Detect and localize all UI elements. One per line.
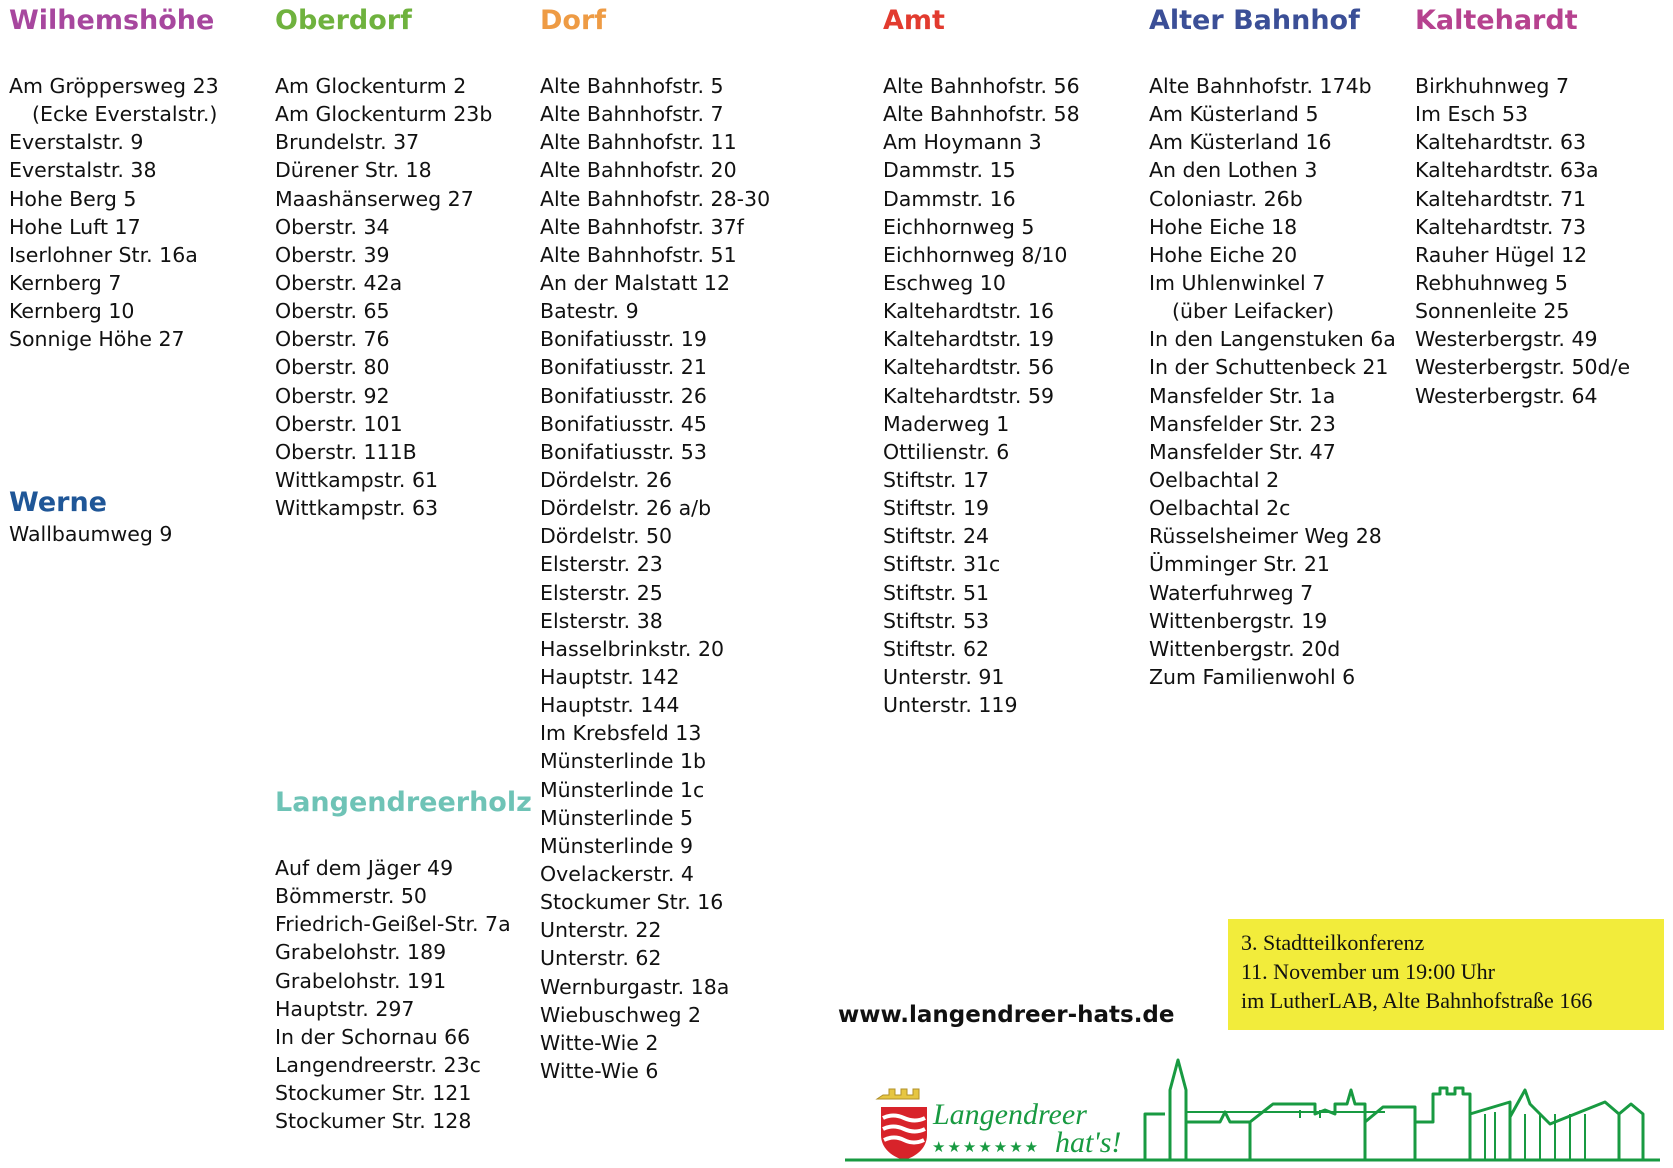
address-item: Oberstr. 39 [275,242,390,267]
website-url[interactable]: www.langendreer-hats.de [838,1002,1175,1028]
address-item: Stockumer Str. 121 [275,1081,472,1106]
address-item: Ovelackerstr. 4 [540,861,694,886]
address-item: In der Schornau 66 [275,1024,471,1049]
address-item: Kernberg 7 [9,270,122,295]
address-item: Stiftstr. 31c [883,552,1001,577]
address-item: Alte Bahnhofstr. 37f [540,214,744,239]
address-item: Oberstr. 42a [275,270,403,295]
address-item: Alte Bahnhofstr. 28-30 [540,186,771,211]
address-item: Bonifatiusstr. 21 [540,355,707,380]
address-item: Dördelstr. 26 a/b [540,496,712,521]
address-item: Bonifatiusstr. 26 [540,383,707,408]
address-item: Ottilienstr. 6 [883,439,1010,464]
address-item: Am Hoymann 3 [883,130,1042,155]
address-item: Mansfelder Str. 23 [1149,411,1336,436]
address-item: Zum Familienwohl 6 [1149,664,1356,689]
address-item: Kaltehardtstr. 73 [1415,214,1587,239]
address-item: Kaltehardtstr. 19 [883,327,1055,352]
district-oberdorf [275,4,492,522]
address-list [540,72,770,1085]
address-item: Waterfuhrweg 7 [1149,580,1314,605]
address-item: Westerbergstr. 50d/e [1415,355,1631,380]
address-item: Wittenbergstr. 20d [1149,636,1341,661]
address-item: Oelbachtal 2c [1149,496,1291,521]
address-item: Oberstr. 80 [275,355,390,380]
address-item: Bömmerstr. 50 [275,884,427,909]
address-item: Grabelohstr. 191 [275,968,447,993]
address-item: Hohe Eiche 20 [1149,242,1298,267]
address-item: Kaltehardtstr. 16 [883,299,1055,324]
district-alter-bahnhof [1149,4,1396,691]
district-title: Werne [9,487,107,518]
address-item: Witte-Wie 6 [540,1058,659,1083]
address-item: Am Glockenturm 23b [275,102,493,127]
address-item: Sonnige Höhe 27 [9,327,185,352]
address-item: Hauptstr. 142 [540,664,680,689]
address-list [883,72,1080,719]
address-item: Stiftstr. 19 [883,496,990,521]
address-item: Iserlohner Str. 16a [9,242,198,267]
address-item: Am Küsterland 5 [1149,102,1319,127]
address-item: Wernburgastr. 18a [540,974,730,999]
address-item: Bonifatiusstr. 53 [540,439,707,464]
address-item: Wiebuschweg 2 [540,1002,702,1027]
event-title: 3. Stadtteilkonferenz [1241,930,1425,955]
address-item: Stiftstr. 17 [883,467,990,492]
address-item: Alte Bahnhofstr. 5 [540,74,724,98]
address-item: Kaltehardtstr. 59 [883,383,1055,408]
address-item: Kaltehardtstr. 63a [1415,158,1599,183]
event-location: im LutherLAB, Alte Bahnhofstraße 166 [1241,988,1593,1013]
district-langendreerholz [275,786,532,1135]
address-list [1149,72,1396,691]
address-item: Alte Bahnhofstr. 174b [1149,74,1372,98]
address-item: Im Uhlenwinkel 7 [1149,270,1326,295]
address-item: Langendreerstr. 23c [275,1052,481,1077]
address-item: Oberstr. 65 [275,299,390,324]
address-item: Dördelstr. 50 [540,524,673,549]
address-item: Friedrich-Geißel-Str. 7a [275,912,511,937]
address-item: Oelbachtal 2 [1149,467,1280,492]
district-title: Alter Bahnhof [1149,5,1360,36]
address-item: An den Lothen 3 [1149,158,1318,183]
address-item: Mansfelder Str. 1a [1149,383,1336,408]
address-item: Alte Bahnhofstr. 56 [883,74,1080,98]
district-title: Dorf [540,5,607,36]
address-item: Stiftstr. 53 [883,608,990,633]
address-item: Batestr. 9 [540,299,639,324]
address-item: Oberstr. 34 [275,214,390,239]
address-item: Münsterlinde 5 [540,805,693,830]
address-item: Elsterstr. 25 [540,580,663,605]
district-dorf [540,4,770,1085]
address-item: Alte Bahnhofstr. 51 [540,242,737,267]
address-item: Münsterlinde 9 [540,833,693,858]
address-item: Münsterlinde 1b [540,749,707,774]
address-item: Stiftstr. 62 [883,636,990,661]
district-title: Oberdorf [275,5,412,36]
address-item: Am Gröppersweg 23 [9,74,219,98]
district-title: Langendreerholz [275,787,532,818]
address-item: Alte Bahnhofstr. 58 [883,102,1080,127]
address-item: Everstalstr. 38 [9,158,157,183]
address-item: Kaltehardtstr. 71 [1415,186,1587,211]
address-item: Elsterstr. 23 [540,552,663,577]
address-item: Hohe Eiche 18 [1149,214,1298,239]
address-item: Birkhuhnweg 7 [1415,74,1569,98]
address-item: (über Leifacker) [1172,299,1335,324]
address-list [275,72,492,522]
address-item: Oberstr. 101 [275,411,403,436]
address-item: In den Langenstuken 6a [1149,327,1396,352]
address-item: Wittkampstr. 63 [275,496,439,521]
address-item: Brundelstr. 37 [275,130,420,155]
address-list [275,854,532,1135]
address-item: Eschweg 10 [883,270,1006,295]
address-item: Hauptstr. 144 [540,693,680,718]
address-item: Eichhornweg 8/10 [883,242,1068,267]
district-werne [9,486,172,548]
address-item: Wittkampstr. 61 [275,467,439,492]
address-list [1415,72,1630,410]
event-info-box [1228,919,1664,1030]
address-item: Bonifatiusstr. 45 [540,411,707,436]
crest-icon [877,1089,927,1160]
logo-name: Langendreer [933,1098,1087,1131]
address-item: Oberstr. 76 [275,327,390,352]
logo-tagline: hat's! [1055,1126,1122,1159]
address-item: Am Küsterland 16 [1149,130,1332,155]
address-item: Unterstr. 22 [540,918,662,943]
address-item: Rauher Hügel 12 [1415,242,1588,267]
address-item: Dördelstr. 26 [540,467,673,492]
address-item: Kaltehardtstr. 56 [883,355,1055,380]
address-item: Elsterstr. 38 [540,608,663,633]
address-item: Hohe Luft 17 [9,214,141,239]
address-item: Hauptstr. 297 [275,996,415,1021]
address-item: Mansfelder Str. 47 [1149,439,1336,464]
address-item: Rüsselsheimer Weg 28 [1149,524,1382,549]
address-item: Alte Bahnhofstr. 20 [540,158,737,183]
langendreer-logo [845,1052,1665,1162]
address-item: Im Esch 53 [1415,102,1529,127]
address-item: Dammstr. 16 [883,186,1016,211]
address-item: Kernberg 10 [9,299,135,324]
address-item: Im Krebsfeld 13 [540,721,702,746]
address-item: Ümminger Str. 21 [1149,552,1330,577]
district-kaltehardt [1415,4,1630,410]
address-item: Oberstr. 92 [275,383,390,408]
address-item: Rebhuhnweg 5 [1415,270,1568,295]
address-item: Alte Bahnhofstr. 7 [540,102,724,127]
address-item: Sonnenleite 25 [1415,299,1570,324]
district-amt [883,4,1080,719]
address-item: Maderweg 1 [883,411,1010,436]
address-item: Unterstr. 119 [883,693,1018,718]
address-item: Unterstr. 62 [540,946,662,971]
address-item: Unterstr. 91 [883,664,1005,689]
district-title: Kaltehardt [1415,5,1578,36]
address-item: Everstalstr. 9 [9,130,144,155]
address-item: Eichhornweg 5 [883,214,1035,239]
address-item: Stockumer Str. 16 [540,890,724,915]
address-list [9,520,172,548]
district-title: Wilhemshöhe [9,5,215,36]
address-item: Stiftstr. 51 [883,580,990,605]
address-item: Kaltehardtstr. 63 [1415,130,1587,155]
district-wilhemshoehe [9,4,219,353]
address-item: Bonifatiusstr. 19 [540,327,707,352]
address-item: Stockumer Str. 128 [275,1109,472,1134]
address-item: Oberstr. 111B [275,439,417,464]
address-item: Witte-Wie 2 [540,1030,659,1055]
address-item: Stiftstr. 24 [883,524,990,549]
address-item: Münsterlinde 1c [540,777,705,802]
address-item: Westerbergstr. 49 [1415,327,1598,352]
address-item: Wallbaumweg 9 [9,522,173,546]
address-item: Wittenbergstr. 19 [1149,608,1328,633]
address-item: Dürener Str. 18 [275,158,432,183]
address-item: Hasselbrinkstr. 20 [540,636,725,661]
address-item: Westerbergstr. 64 [1415,383,1598,408]
address-item: Alte Bahnhofstr. 11 [540,130,737,155]
district-title: Amt [883,5,945,36]
address-item: Maashänserweg 27 [275,186,474,211]
address-item: An der Malstatt 12 [540,270,731,295]
address-item: Dammstr. 15 [883,158,1016,183]
address-item: Am Glockenturm 2 [275,74,467,98]
address-item: Coloniastr. 26b [1149,186,1303,211]
address-item: In der Schuttenbeck 21 [1149,355,1389,380]
address-item: Grabelohstr. 189 [275,940,447,965]
address-item: Auf dem Jäger 49 [275,856,454,880]
logo-stars: ★★★★★★★ [932,1138,1041,1156]
event-date: 11. November um 19:00 Uhr [1241,959,1495,984]
address-item: (Ecke Everstalstr.) [32,102,218,127]
address-list [9,72,219,353]
address-item: Hohe Berg 5 [9,186,137,211]
